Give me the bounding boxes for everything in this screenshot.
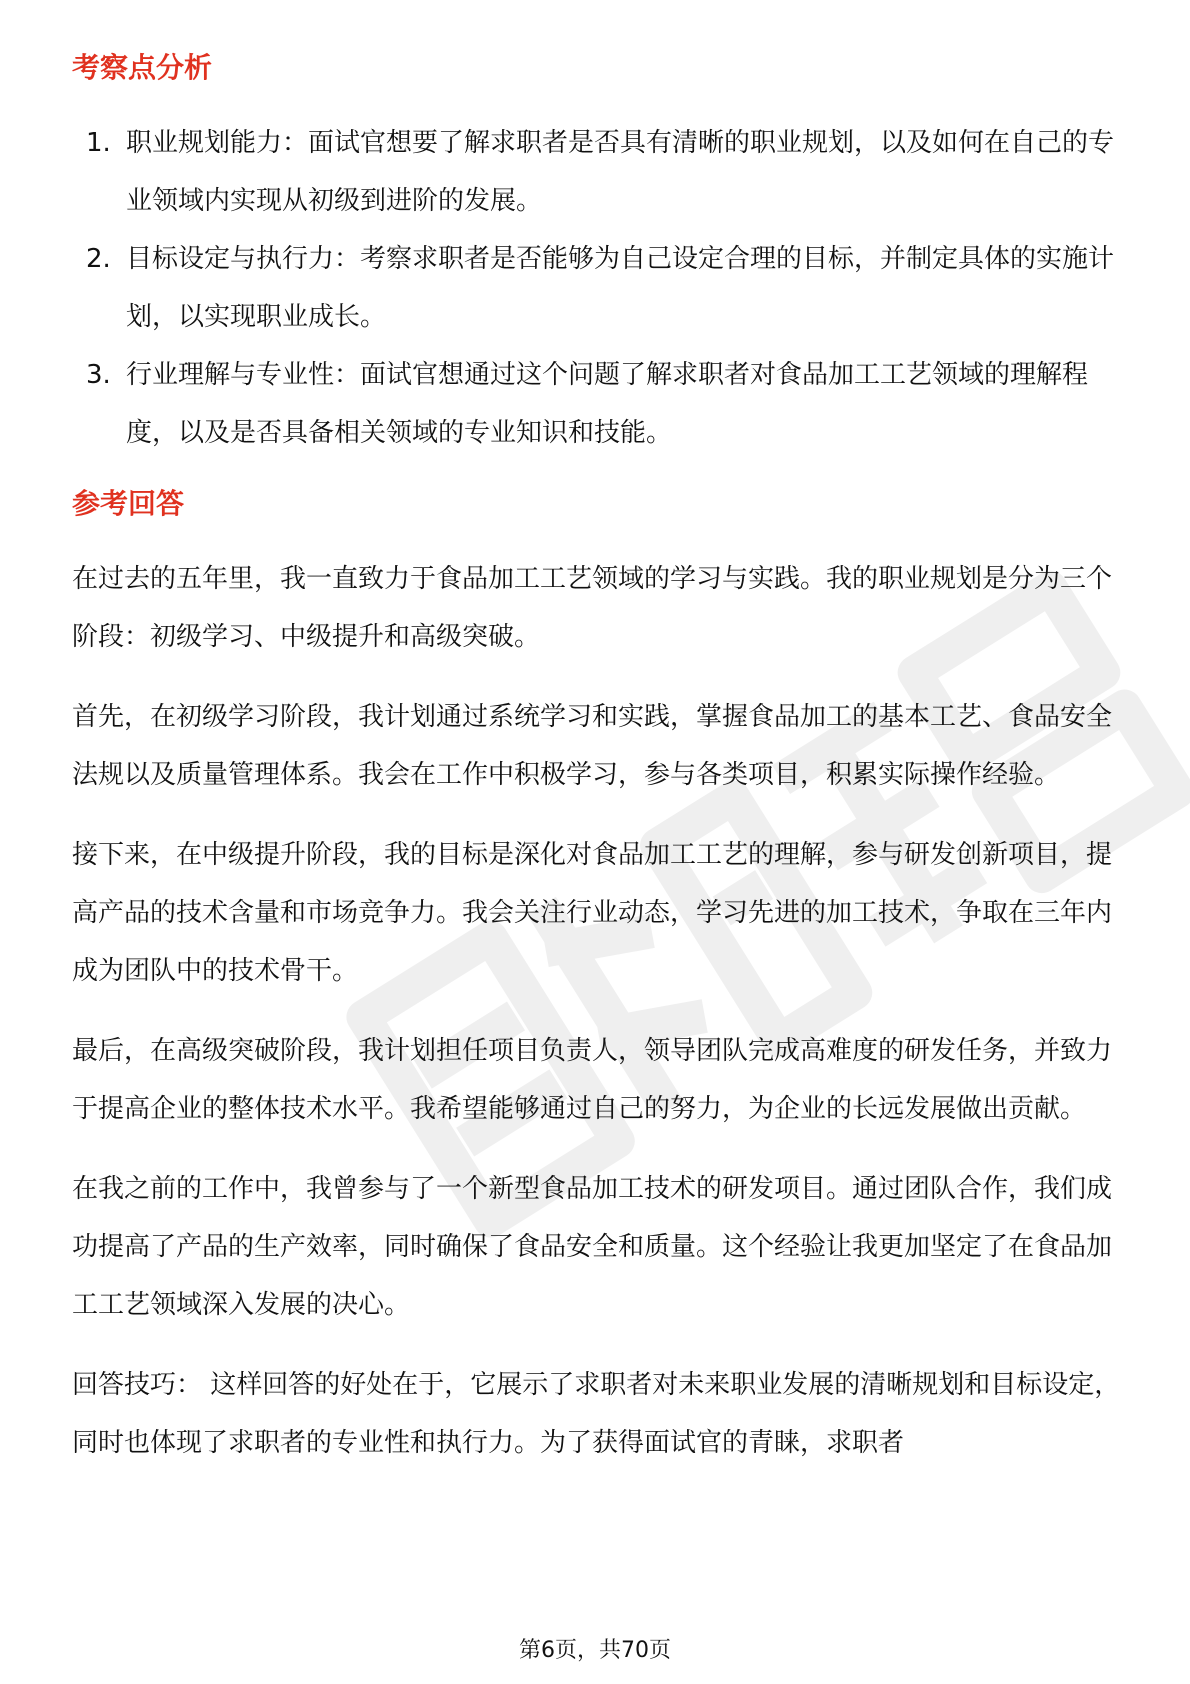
analysis-heading: 考察点分析 [72, 51, 213, 84]
answer-paragraph: 最后，在高级突破阶段，我计划担任项目负责人，领导团队完成高难度的研发任务，并致力于提高企业的整体技术水平。我希望能够通过自己的努力，为企业的长远发展做出贡献。 [72, 1036, 1113, 1124]
analysis-item-text: 行业理解与专业性：面试官想通过这个问题了解求职者对食品加工工艺领域的理解程度，以及是否具备相关领域的专业知识和技能。 [126, 360, 1089, 448]
answer-paragraph: 接下来，在中级提升阶段，我的目标是深化对食品加工工艺的理解，参与研发创新项目，提高产品的技术含量和市场竞争力。我会关注行业动态，学习先进的加工技术，争取在三年内成为团队中的技术骨干。 [72, 840, 1113, 986]
list-number: 2. [86, 244, 111, 274]
document-body [72, 48, 1122, 1472]
list-number: 1. [86, 128, 111, 158]
page-number: 第6页，共70页 [519, 1638, 671, 1663]
list-number: 3. [86, 360, 111, 390]
answer-paragraph: 在过去的五年里，我一直致力于食品加工工艺领域的学习与实践。我的职业规划是分为三个阶段：初级学习、中级提升和高级突破。 [72, 564, 1113, 652]
answer-paragraph: 在我之前的工作中，我曾参与了一个新型食品加工技术的研发项目。通过团队合作，我们成功提高了产品的生产效率，同时确保了食品安全和质量。这个经验让我更加坚定了在食品加工工艺领域深入发展的决心。 [72, 1174, 1113, 1320]
analysis-list [72, 114, 1122, 462]
analysis-item-text: 职业规划能力：面试官想要了解求职者是否具有清晰的职业规划，以及如何在自己的专业领域内实现从初级到进阶的发展。 [126, 128, 1115, 216]
analysis-item [72, 230, 1122, 346]
answer-heading: 参考回答 [72, 487, 185, 520]
analysis-item [72, 114, 1122, 230]
answer-tips-paragraph: 回答技巧： 这样回答的好处在于，它展示了求职者对未来职业发展的清晰规划和目标设定，同时也体现了求职者的专业性和执行力。为了获得面试官的青睐，求职者 [72, 1370, 1121, 1458]
analysis-item [72, 346, 1122, 462]
answer-paragraph: 首先，在初级学习阶段，我计划通过系统学习和实践，掌握食品加工的基本工艺、食品安全法规以及质量管理体系。我会在工作中积极学习，参与各类项目，积累实际操作经验。 [72, 702, 1113, 790]
analysis-item-text: 目标设定与执行力：考察求职者是否能够为自己设定合理的目标，并制定具体的实施计划，以实现职业成长。 [126, 244, 1115, 332]
